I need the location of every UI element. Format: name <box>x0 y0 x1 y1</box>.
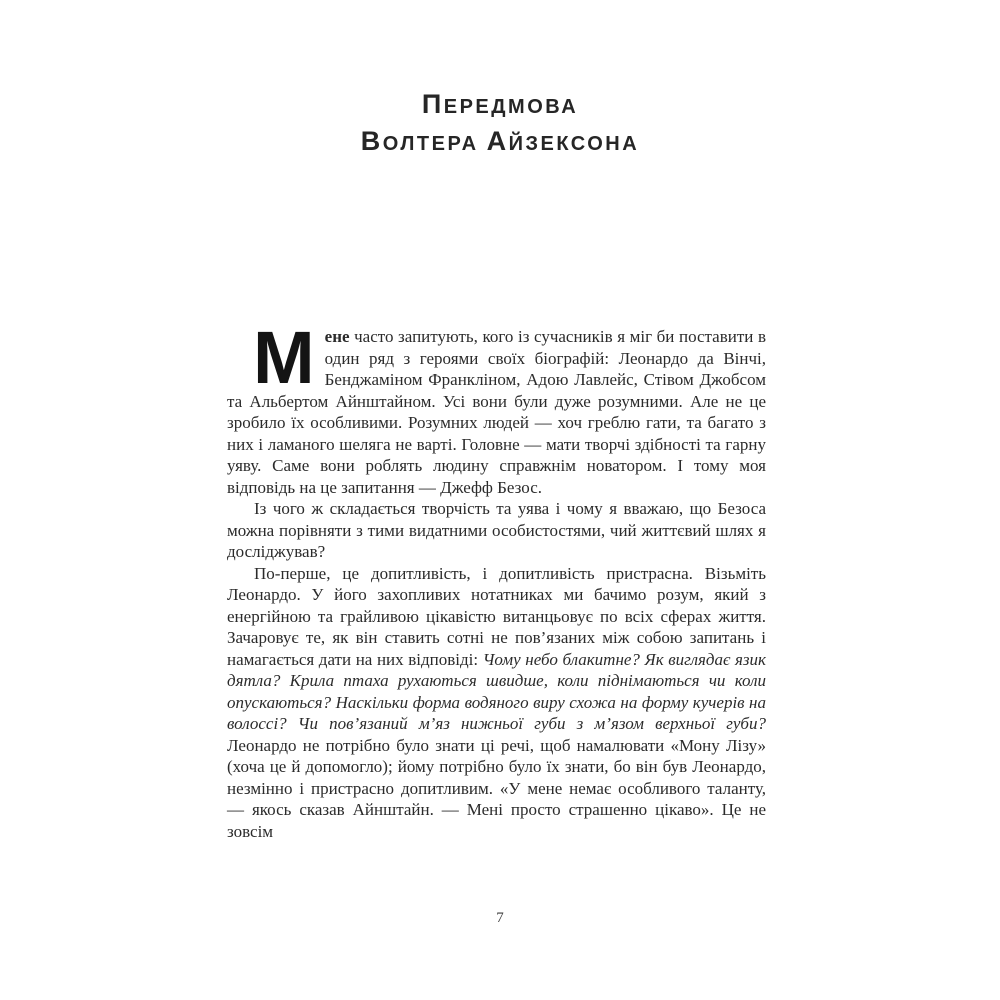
text-segment: Леонардо не потрібно було знати ці речі, щоб намалювати «Мону Лізу» (хоча це й допомогло); йому потрібно було їх знати, бо він був Леонардо, незмінно і пристрасно допитливим. «У мене немає особливого таланту, — якось сказав Айнштайн. — Мені просто страшенно цікаво». Це не зовсім <box>227 735 766 841</box>
text-segment: Чому небо блакитне? Як виглядає язик дятла? Крила птаха рухаються швидше, коли піднімаються чи коли опускаються? Наскільки форма водяного виру схожа на форму кучерів на волоссі? Чи пов’язаний м’яз нижньої губи з м’язом верхньої губи? <box>227 649 766 733</box>
body-text <box>227 316 766 842</box>
paragraph <box>227 316 766 498</box>
drop-cap: М <box>253 316 315 399</box>
chapter-title-line2: ВОЛТЕРА АЙЗЕКСОНА <box>360 126 640 156</box>
chapter-title-line1: ПЕРЕДМОВА <box>421 89 579 119</box>
page-number: 7 <box>496 910 504 926</box>
chapter-title <box>0 86 1000 160</box>
text-segment: Із чого ж складається творчість та уява і чому я вважаю, що Безоса можна порівняти з тими видатними особистостями, чий життєвий шлях я досліджував? <box>227 499 766 561</box>
paragraph <box>227 498 766 563</box>
text-segment: По-перше, це допитливість, і допитливість пристрасна. Візьміть Леонардо. У його захопливих нотатниках ми бачимо розум, який з енергійною та грайливою цікавістю витанцьовує по всіх сферах життя. Зачаровує те, як він ставить сотні не пов’язаних між собою запитань і намагається дати на них відповіді: <box>227 563 766 669</box>
text-segment: часто запитують, кого із сучасників я міг би поставити в один ряд з героями своїх біографій: Леонардо да Вінчі, Бенджаміном Франкліном, Адою Лавлейс, Стівом Джобсом та Альбертом Айнштайном. Усі вони були дуже розумними. Але не це зробило їх особливими. Розумних людей — хоч греблю гати, та багато з них і ламаного шеляга не варті. Головне — мати творчі здібності та гарну уяву. Саме вони роблять людину справжнім новатором. І тому моя відповідь на це запитання — Джефф Безос. <box>227 327 766 497</box>
page-footer <box>0 910 1000 927</box>
paragraph <box>227 563 766 843</box>
text-segment: ене <box>324 327 350 346</box>
